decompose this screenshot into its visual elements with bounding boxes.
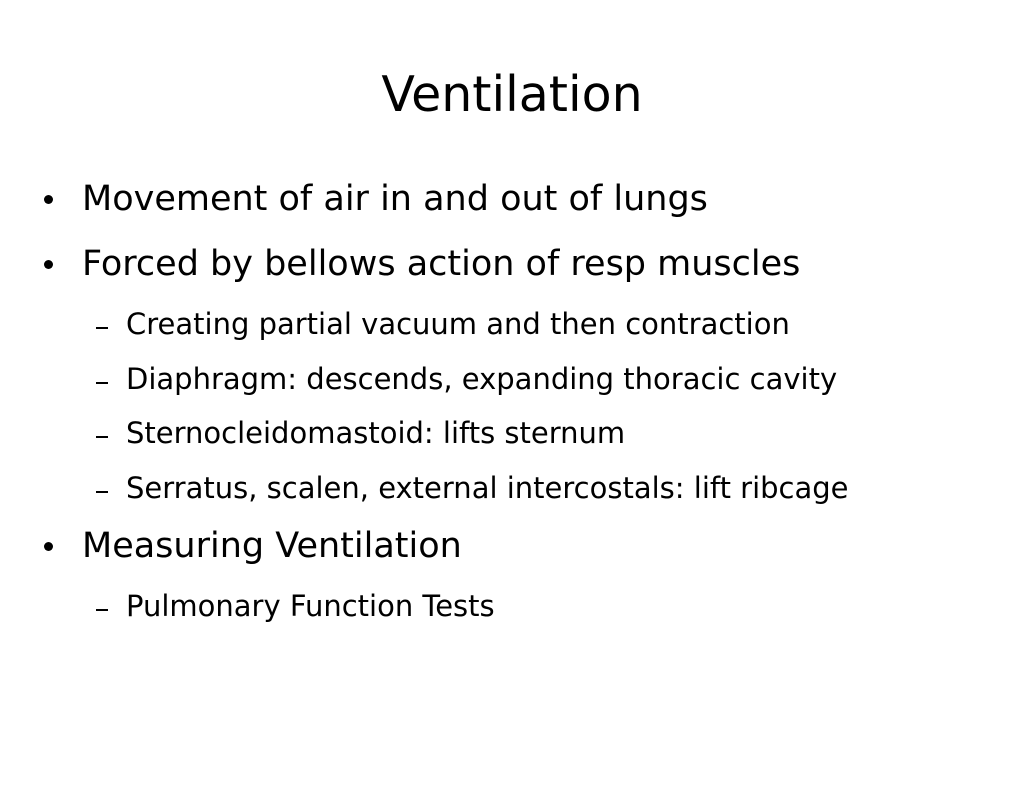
- dash-icon: [96, 382, 108, 384]
- bullet-dot-icon: [44, 542, 53, 551]
- dash-icon: [96, 327, 108, 329]
- sub-bullet-text: Sternocleidomastoid: lifts sternum: [126, 416, 626, 450]
- sub-bullet-item: [126, 305, 790, 343]
- sub-bullet-item: [126, 360, 837, 398]
- sub-bullet-text: Diaphragm: descends, expanding thoracic cavity: [126, 362, 838, 396]
- bullet-dot-icon: [44, 260, 53, 269]
- bullet-item: [82, 177, 708, 221]
- dash-icon: [96, 491, 108, 493]
- dash-icon: [96, 436, 108, 438]
- sub-bullet-text: Pulmonary Function Tests: [126, 589, 495, 623]
- bullet-text: Forced by bellows action of resp muscles: [82, 244, 801, 284]
- bullet-text: Measuring Ventilation: [82, 526, 462, 566]
- dash-icon: [96, 609, 108, 611]
- bullet-item: [82, 242, 800, 286]
- sub-bullet-item: [126, 587, 495, 625]
- sub-bullet-item: [126, 469, 849, 507]
- sub-bullet-text: Serratus, scalen, external intercostals: lift ribcage: [126, 471, 849, 505]
- slide-title: Ventilation: [381, 66, 643, 123]
- sub-bullet-text: Creating partial vacuum and then contraction: [126, 307, 790, 341]
- sub-bullet-item: [126, 414, 625, 452]
- bullet-text: Movement of air in and out of lungs: [82, 179, 708, 219]
- bullet-dot-icon: [44, 195, 53, 204]
- bullet-item: [82, 524, 462, 568]
